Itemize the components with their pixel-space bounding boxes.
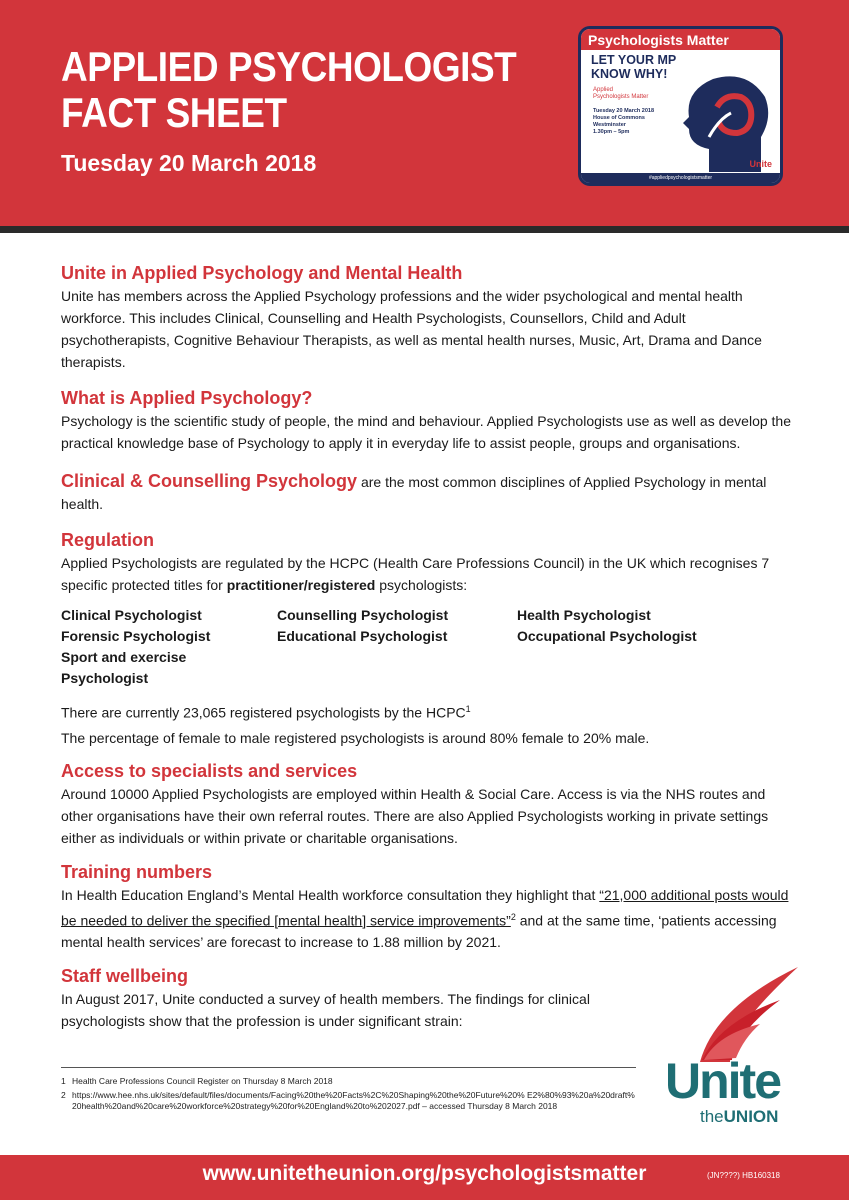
poster-unite-logo: Unite — [749, 159, 772, 169]
logo-union: UNION — [723, 1107, 779, 1126]
section-training — [61, 860, 791, 954]
training-text-b: and at the same time, ‘patients accessing mental health services’ are forecast to increase to 1.88 million by 2021. — [61, 912, 777, 951]
poster-hashtag: #appliedpsychologistsmatter — [581, 173, 780, 183]
union-logo-word — [700, 1107, 778, 1127]
list-item: Health Psychologist — [517, 607, 651, 623]
section-body: Around 10000 Applied Psychologists are employed within Health & Social Care. Access is via the NHS routes and other organisations have their own referral routes. There are also Applied Psychologists working in private settings either as individuals or within private or charitable organisations. — [61, 785, 769, 846]
campaign-url-link[interactable]: www.unitetheunion.org/psychologistsmatter — [202, 1162, 647, 1185]
document-code: (JN????) HB160318 — [707, 1171, 780, 1180]
list-item: Educational Psychologist — [277, 628, 448, 644]
regulation-text-a: Applied Psychologists are regulated by the HCPC (Health Care Professions Council) in the UK which recognises 7 specific protected titles for — [61, 555, 770, 593]
list-item: Clinical Psychologist — [61, 607, 202, 623]
poster-event-date: Tuesday 20 March 2018 — [593, 108, 655, 114]
section-what-is — [61, 386, 791, 454]
title-line-1: APPLIED PSYCHOLOGIST — [61, 43, 517, 90]
logo-the: the — [700, 1107, 724, 1126]
footnote-number: 1 — [61, 1076, 66, 1086]
regulation-text-b: psychologists: — [375, 577, 468, 593]
section-heading: Unite in Applied Psychology and Mental Health — [61, 263, 463, 283]
section-body: Unite has members across the Applied Psychology professions and the wider psychological and mental health workforce. This includes Clinical, Counselling and Health Psychologists, Counsellors, Child and Adult psychotherapists, Cognitive Behaviour Therapists, as well as mental health nurses, Music, Art, Drama and Dance therapists. — [61, 288, 762, 370]
section-unite — [61, 261, 791, 373]
poster-subline-2: KNOW WHY! — [591, 67, 668, 81]
poster-event-place: Westminster — [593, 122, 626, 128]
section-body: In August 2017, Unite conducted a survey of health members. The findings for clinical psychologists show that the profession is under significant strain: — [61, 991, 590, 1030]
event-date: Tuesday 20 March 2018 — [61, 150, 317, 176]
section-heading: What is Applied Psychology? — [61, 388, 313, 408]
section-heading: Access to specialists and services — [61, 760, 358, 781]
section-wellbeing — [61, 964, 651, 1032]
stat-text: There are currently 23,065 registered psychologists by the HCPC — [61, 704, 466, 721]
header-banner — [0, 0, 849, 226]
section-regulation — [61, 528, 791, 749]
footer-bar — [0, 1155, 849, 1200]
section-body — [61, 884, 791, 954]
protected-titles-list — [61, 605, 791, 689]
clinical-text: are the most common disciplines of Applied Psychology in mental health. — [61, 474, 767, 512]
footnote — [61, 1090, 636, 1112]
list-item: Forensic Psychologist — [61, 628, 211, 644]
section-heading: Training numbers — [61, 861, 213, 882]
poster-org-1: Applied — [593, 87, 614, 93]
training-quote: “21,000 additional posts would be needed to deliver the specified [mental health] service improvements” — [61, 886, 789, 929]
title-line-2: FACT SHEET — [61, 89, 287, 136]
footnotes — [61, 1067, 636, 1115]
main-content — [61, 261, 791, 1032]
gender-stat: The percentage of female to male registered psychologists is around 80% female to 20% male. — [61, 729, 650, 746]
footnote-text: Health Care Professions Council Register on Thursday 8 March 2018 — [72, 1076, 333, 1086]
inline-heading: Clinical & Counselling Psychology — [61, 471, 358, 491]
training-text-a: In Health Education England’s Mental Health workforce consultation they highlight that — [61, 886, 600, 903]
section-heading: Staff wellbeing — [61, 966, 189, 987]
footnote-link[interactable]: https://www.hee.nhs.uk/sites/default/files/documents/Facing%20the%20Facts%2C%20Shaping%20the%20Future%20% E2%80%93%20a%20draft%20health%20and%20care%20workforce%20strategy%20for%20England%20to%202027.pdf – accessed Thursday 8 March 2018 — [72, 1090, 635, 1111]
poster-event-time: 1.30pm – 5pm — [593, 129, 630, 135]
poster-event-venue: House of Commons — [593, 115, 645, 121]
regulation-bold-term: practitioner/registered — [226, 577, 376, 593]
poster-subline-1: LET YOUR MP — [591, 53, 677, 67]
list-item: Sport and exercise Psychologist — [61, 649, 187, 686]
page-title — [61, 44, 516, 136]
poster-org-2: Psychologists Matter — [593, 94, 649, 100]
footnote-ref: 2 — [510, 911, 516, 922]
section-heading: Regulation — [61, 530, 154, 550]
section-body — [61, 552, 791, 596]
footnote — [61, 1076, 636, 1087]
section-body: Psychology is the scientific study of people, the mind and behaviour. Applied Psychologists use as well as develop the practical knowledge base of Psychology to apply it in everyday life to assist people, groups and organisations. — [61, 413, 791, 451]
campaign-poster — [578, 26, 783, 186]
footnote-ref: 1 — [465, 704, 471, 714]
list-item: Occupational Psychologist — [517, 628, 697, 644]
unite-logo-word: Unite — [665, 1053, 780, 1109]
list-item: Counselling Psychologist — [277, 607, 449, 623]
section-clinical — [61, 470, 791, 515]
registered-count-stat — [61, 698, 791, 724]
poster-headline: Psychologists Matter — [581, 29, 780, 50]
section-access — [61, 759, 791, 849]
section-body — [61, 470, 791, 515]
header-divider — [0, 226, 849, 233]
footnote-number: 2 — [61, 1090, 66, 1100]
